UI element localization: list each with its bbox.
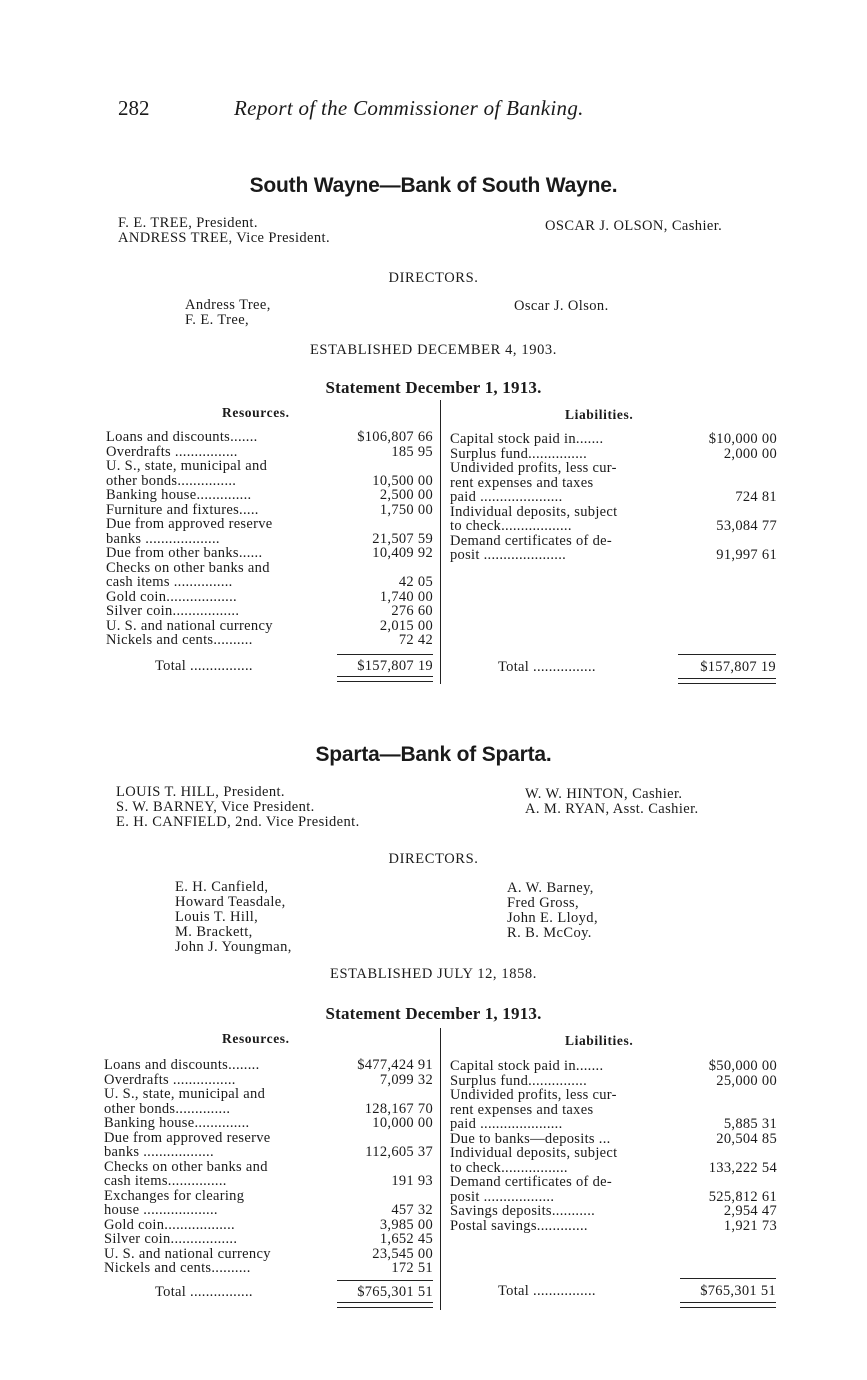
statement-row bbox=[450, 461, 777, 476]
statement-row bbox=[450, 1074, 777, 1089]
statement-row bbox=[450, 1219, 777, 1234]
row-label: paid ..................... bbox=[450, 489, 563, 505]
row-label: Individual deposits, subject bbox=[450, 1145, 618, 1161]
running-title: Report of the Commissioner of Banking. bbox=[234, 96, 584, 120]
row-amount: 10,500 00 bbox=[372, 472, 433, 489]
statement-row bbox=[104, 1058, 433, 1073]
statement-row bbox=[450, 548, 777, 563]
row-label: house ................... bbox=[104, 1202, 218, 1218]
row-label: Demand certificates of de- bbox=[450, 532, 612, 549]
director: Howard Teasdale, bbox=[175, 894, 286, 910]
row-amount: 25,000 00 bbox=[716, 1072, 777, 1089]
officer: F. E. TREE, President. bbox=[118, 215, 258, 231]
statement-row bbox=[450, 1088, 777, 1103]
statement-row bbox=[104, 1073, 433, 1088]
row-label: U. S. and national currency bbox=[104, 1245, 271, 1262]
statement-row bbox=[104, 1087, 433, 1102]
director: R. B. McCoy. bbox=[507, 925, 592, 941]
officers-left bbox=[116, 785, 360, 830]
statement-row bbox=[106, 488, 433, 503]
statement-row bbox=[450, 534, 777, 549]
row-label: Nickels and cents.......... bbox=[104, 1260, 251, 1276]
officer: ANDRESS TREE, Vice President. bbox=[118, 230, 330, 246]
statement-row bbox=[104, 1131, 433, 1146]
row-amount: 128,167 70 bbox=[364, 1100, 433, 1117]
officer: A. M. RYAN, Asst. Cashier. bbox=[525, 801, 699, 817]
statement-row bbox=[106, 633, 433, 648]
row-label: Undivided profits, less cur- bbox=[450, 1087, 617, 1103]
row-label: to check................. bbox=[450, 1159, 568, 1176]
statement-row bbox=[104, 1218, 433, 1233]
statement-row bbox=[450, 1132, 777, 1147]
officers-right bbox=[545, 219, 722, 234]
row-label: Demand certificates of de- bbox=[450, 1174, 612, 1190]
row-amount: 133,222 54 bbox=[708, 1159, 777, 1176]
row-label: posit ..................... bbox=[450, 547, 567, 563]
row-label: Banking house.............. bbox=[104, 1115, 250, 1131]
row-label: Gold coin.................. bbox=[104, 1216, 235, 1233]
sum-rule bbox=[680, 1278, 776, 1279]
row-amount: 191 93 bbox=[391, 1173, 433, 1189]
director: Louis T. Hill, bbox=[175, 909, 259, 925]
row-label: Surplus fund............... bbox=[450, 445, 587, 462]
resources-total: $765,301 51 bbox=[357, 1284, 433, 1300]
resources-total: $157,807 19 bbox=[357, 658, 433, 674]
statement-title: Statement December 1, 1913. bbox=[325, 1004, 542, 1023]
row-amount: 72 42 bbox=[398, 632, 433, 648]
liabilities-heading: Liabilities. bbox=[565, 407, 634, 422]
statement-row bbox=[106, 561, 433, 576]
resources-total-label: Total ................ bbox=[155, 1284, 253, 1300]
row-label: Silver coin................. bbox=[106, 603, 240, 619]
statement-row bbox=[106, 517, 433, 532]
row-label: U. S. and national currency bbox=[106, 617, 273, 634]
resources-heading: Resources. bbox=[222, 405, 290, 420]
statement-row bbox=[106, 474, 433, 489]
statement-row bbox=[450, 1204, 777, 1219]
row-amount: 2,500 00 bbox=[379, 487, 433, 503]
row-label: Savings deposits........... bbox=[450, 1203, 596, 1219]
statement-row bbox=[450, 519, 777, 534]
statement-row bbox=[450, 432, 777, 447]
director: E. H. Canfield, bbox=[175, 879, 269, 895]
row-amount: 185 95 bbox=[391, 443, 433, 460]
directors-right bbox=[514, 299, 609, 314]
statement-row bbox=[106, 532, 433, 547]
statement-row bbox=[104, 1232, 433, 1247]
statement-row bbox=[450, 1103, 777, 1118]
statement-title: Statement December 1, 1913. bbox=[325, 378, 542, 397]
row-label: Due to banks—deposits ... bbox=[450, 1130, 611, 1147]
statement-row bbox=[450, 1059, 777, 1074]
page-number: 282 bbox=[118, 96, 150, 120]
row-label: Postal savings............. bbox=[450, 1217, 588, 1234]
officers-right bbox=[525, 787, 699, 817]
row-amount: 91,997 61 bbox=[716, 547, 777, 563]
row-label: Overdrafts ................ bbox=[106, 443, 238, 460]
liabilities-list bbox=[450, 1059, 777, 1233]
row-label: Capital stock paid in....... bbox=[450, 431, 604, 447]
statement-row bbox=[104, 1203, 433, 1218]
row-amount: 2,000 00 bbox=[723, 445, 777, 462]
officer: S. W. BARNEY, Vice President. bbox=[116, 799, 315, 815]
row-amount: 1,652 45 bbox=[379, 1231, 433, 1247]
officer: E. H. CANFIELD, 2nd. Vice President. bbox=[116, 814, 360, 830]
resources-total-label: Total ................ bbox=[155, 658, 253, 674]
row-label: rent expenses and taxes bbox=[450, 1101, 594, 1118]
row-label: U. S., state, municipal and bbox=[106, 458, 268, 474]
statement-row bbox=[104, 1145, 433, 1160]
row-label: banks .................. bbox=[104, 1144, 214, 1160]
statement-row bbox=[106, 445, 433, 460]
double-rule bbox=[678, 678, 776, 684]
row-amount: 1,740 00 bbox=[379, 588, 433, 605]
liabilities-total: $765,301 51 bbox=[700, 1283, 776, 1299]
row-amount: 23,545 00 bbox=[372, 1245, 433, 1262]
statement-row bbox=[106, 619, 433, 634]
statement-row bbox=[106, 604, 433, 619]
director: A. W. Barney, bbox=[507, 880, 594, 896]
row-label: Exchanges for clearing bbox=[104, 1187, 245, 1204]
row-label: Individual deposits, subject bbox=[450, 503, 618, 520]
row-label: cash items............... bbox=[104, 1173, 227, 1189]
double-rule bbox=[680, 1302, 776, 1308]
row-amount: 1,750 00 bbox=[379, 501, 433, 518]
row-amount: 53,084 77 bbox=[716, 518, 777, 534]
directors-left bbox=[175, 880, 292, 955]
row-label: Banking house.............. bbox=[106, 487, 252, 503]
row-amount: $50,000 00 bbox=[708, 1058, 777, 1074]
liabilities-total-label: Total ................ bbox=[498, 1283, 596, 1299]
statement-row bbox=[106, 459, 433, 474]
row-label: Surplus fund............... bbox=[450, 1072, 587, 1089]
director: M. Brackett, bbox=[175, 924, 253, 940]
resources-list bbox=[106, 430, 433, 648]
officer: LOUIS T. HILL, President. bbox=[116, 784, 285, 800]
liabilities-list bbox=[450, 432, 777, 563]
row-label: Loans and discounts....... bbox=[106, 429, 258, 445]
row-label: Checks on other banks and bbox=[106, 559, 270, 576]
row-amount: 42 05 bbox=[398, 574, 433, 590]
liabilities-total: $157,807 19 bbox=[700, 659, 776, 675]
row-amount: 10,000 00 bbox=[372, 1115, 433, 1131]
row-label: paid ..................... bbox=[450, 1116, 563, 1132]
director: John J. Youngman, bbox=[175, 939, 292, 955]
row-label: cash items ............... bbox=[106, 574, 233, 590]
statement-row bbox=[450, 1190, 777, 1205]
row-amount: 3,985 00 bbox=[379, 1216, 433, 1233]
sum-rule bbox=[678, 654, 776, 655]
row-amount: 2,954 47 bbox=[723, 1203, 777, 1219]
statement-row bbox=[104, 1261, 433, 1276]
director: John E. Lloyd, bbox=[507, 910, 598, 926]
row-amount: $106,807 66 bbox=[357, 429, 433, 445]
director: Andress Tree, bbox=[185, 297, 271, 313]
row-amount: 525,812 61 bbox=[708, 1188, 777, 1205]
sum-rule bbox=[337, 654, 433, 655]
row-label: posit .................. bbox=[450, 1188, 555, 1205]
row-label: Silver coin................. bbox=[104, 1231, 238, 1247]
row-amount: 276 60 bbox=[391, 603, 433, 619]
resources-heading: Resources. bbox=[222, 1031, 290, 1046]
directors-heading: DIRECTORS. bbox=[388, 851, 479, 867]
statement-row bbox=[450, 1146, 777, 1161]
row-label: Checks on other banks and bbox=[104, 1158, 268, 1175]
column-divider bbox=[440, 400, 441, 684]
row-amount: $10,000 00 bbox=[708, 431, 777, 447]
liabilities-total-label: Total ................ bbox=[498, 659, 596, 675]
row-label: rent expenses and taxes bbox=[450, 474, 594, 491]
statement-row bbox=[104, 1189, 433, 1204]
officer: W. W. HINTON, Cashier. bbox=[525, 786, 683, 802]
statement-row bbox=[450, 490, 777, 505]
row-amount: 2,015 00 bbox=[379, 617, 433, 634]
row-label: to check.................. bbox=[450, 518, 572, 534]
row-amount: 5,885 31 bbox=[723, 1116, 777, 1132]
statement-row bbox=[104, 1102, 433, 1117]
row-label: Due from approved reserve bbox=[106, 516, 273, 532]
row-label: banks ................... bbox=[106, 530, 220, 547]
officers-left bbox=[118, 216, 330, 246]
row-label: U. S., state, municipal and bbox=[104, 1086, 266, 1102]
statement-row bbox=[104, 1160, 433, 1175]
row-amount: 457 32 bbox=[391, 1202, 433, 1218]
row-label: Undivided profits, less cur- bbox=[450, 460, 617, 476]
row-amount: 20,504 85 bbox=[716, 1130, 777, 1147]
row-label: Due from approved reserve bbox=[104, 1129, 271, 1146]
statement-row bbox=[106, 430, 433, 445]
row-amount: 7,099 32 bbox=[379, 1071, 433, 1088]
row-label: Overdrafts ................ bbox=[104, 1071, 236, 1088]
statement-row bbox=[106, 575, 433, 590]
row-label: other bonds.............. bbox=[104, 1100, 231, 1117]
liabilities-heading: Liabilities. bbox=[565, 1033, 634, 1048]
officer: OSCAR J. OLSON, Cashier. bbox=[545, 218, 723, 234]
director: Oscar J. Olson. bbox=[514, 298, 609, 314]
sum-rule bbox=[337, 1280, 433, 1281]
established-line: ESTABLISHED JULY 12, 1858. bbox=[330, 966, 537, 982]
statement-row bbox=[104, 1174, 433, 1189]
statement-row bbox=[106, 546, 433, 561]
statement-row bbox=[450, 1117, 777, 1132]
statement-row bbox=[450, 505, 777, 520]
statement-row bbox=[450, 447, 777, 462]
double-rule bbox=[337, 1302, 433, 1308]
bank-title: South Wayne—Bank of South Wayne. bbox=[249, 174, 618, 197]
director: F. E. Tree, bbox=[185, 312, 250, 328]
row-amount: 172 51 bbox=[391, 1260, 433, 1276]
statement-row bbox=[450, 1161, 777, 1176]
director: Fred Gross, bbox=[507, 895, 580, 911]
row-amount: 724 81 bbox=[735, 489, 777, 505]
resources-list bbox=[104, 1058, 433, 1276]
row-label: Capital stock paid in....... bbox=[450, 1058, 604, 1074]
statement-row bbox=[450, 476, 777, 491]
row-label: other bonds............... bbox=[106, 472, 237, 489]
statement-row bbox=[106, 590, 433, 605]
double-rule bbox=[337, 676, 433, 682]
directors-left bbox=[185, 298, 271, 328]
directors-right bbox=[507, 881, 598, 941]
bank-title: Sparta—Bank of Sparta. bbox=[315, 743, 552, 766]
row-amount: 112,605 37 bbox=[365, 1144, 433, 1160]
row-label: Furniture and fixtures..... bbox=[106, 501, 259, 518]
statement-row bbox=[106, 503, 433, 518]
directors-heading: DIRECTORS. bbox=[388, 270, 479, 286]
row-amount: 21,507 59 bbox=[372, 530, 433, 547]
statement-row bbox=[450, 1175, 777, 1190]
statement-row bbox=[104, 1116, 433, 1131]
row-label: Gold coin.................. bbox=[106, 588, 237, 605]
row-amount: $477,424 91 bbox=[357, 1057, 433, 1073]
row-amount: 1,921 73 bbox=[723, 1217, 777, 1234]
row-amount: 10,409 92 bbox=[372, 545, 433, 561]
row-label: Due from other banks...... bbox=[106, 545, 263, 561]
row-label: Nickels and cents.......... bbox=[106, 632, 253, 648]
column-divider bbox=[440, 1028, 441, 1310]
statement-row bbox=[104, 1247, 433, 1262]
row-label: Loans and discounts........ bbox=[104, 1057, 260, 1073]
established-line: ESTABLISHED DECEMBER 4, 1903. bbox=[309, 342, 558, 358]
